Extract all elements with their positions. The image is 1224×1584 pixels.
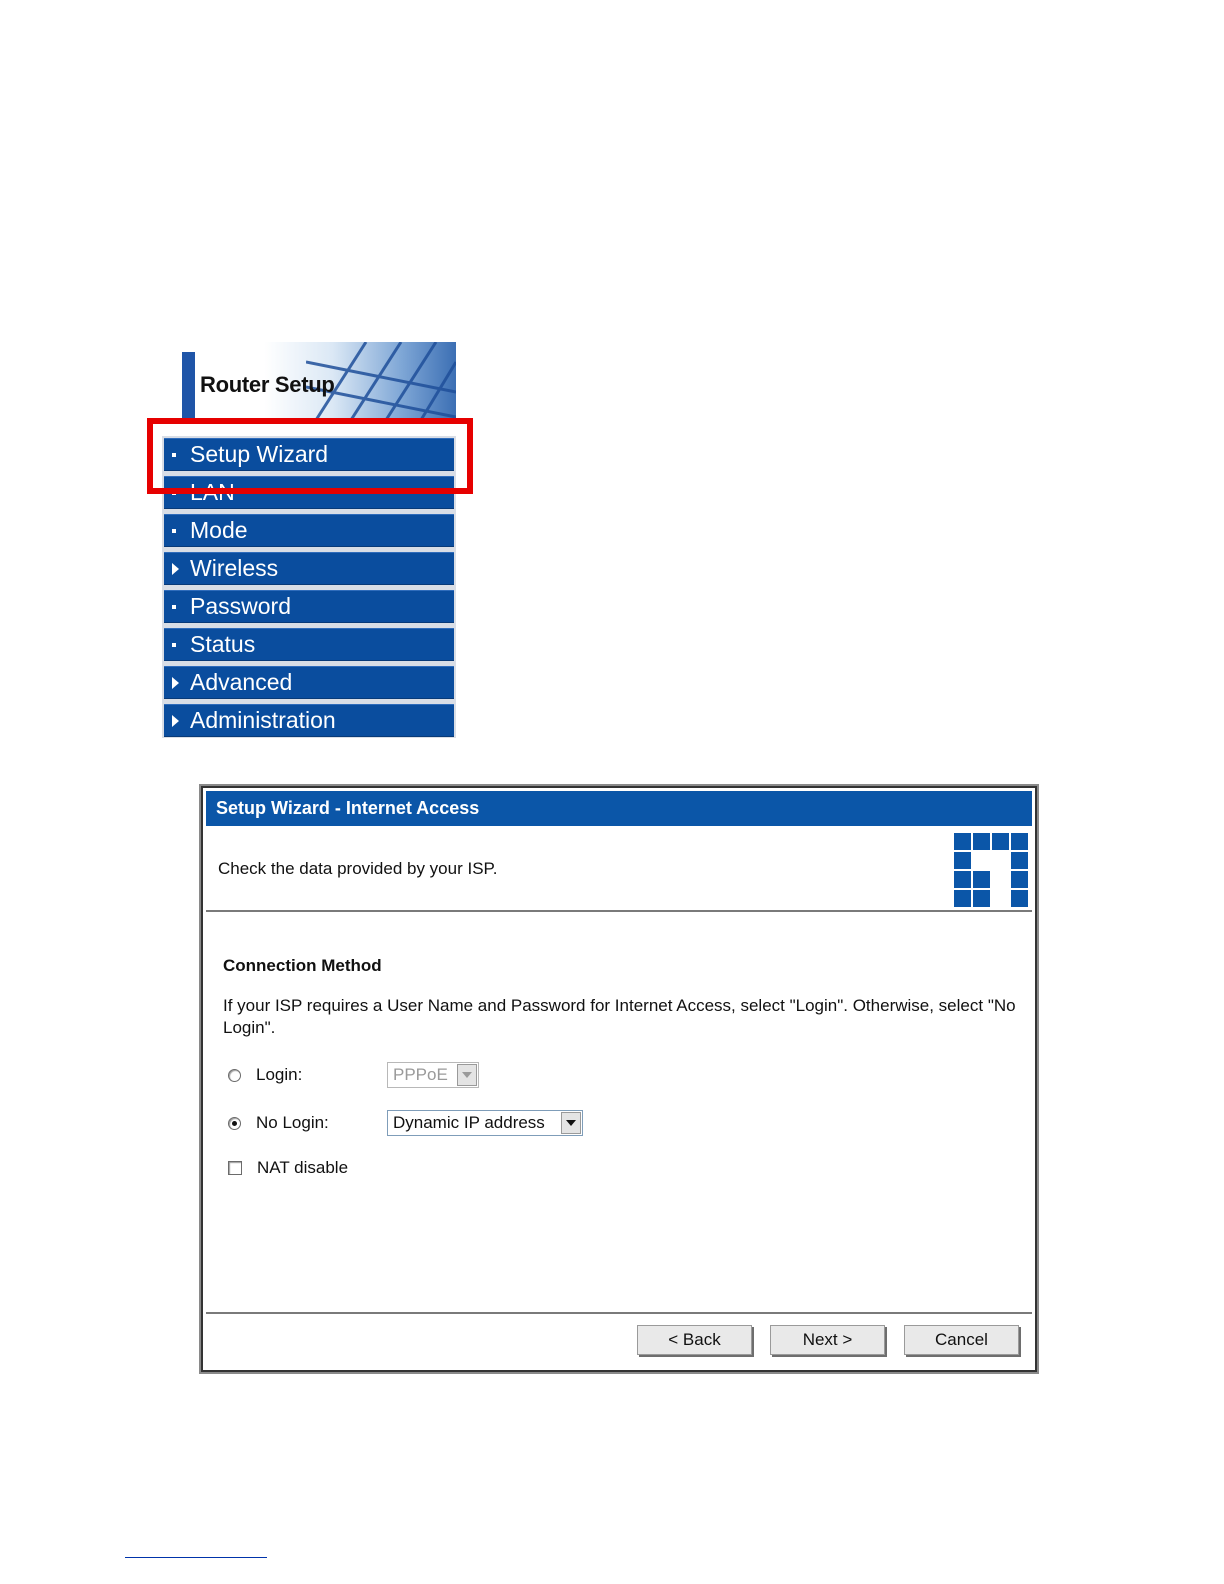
menu-item-label: Setup Wizard xyxy=(190,441,329,467)
menu-item-label: Status xyxy=(190,631,256,657)
router-setup-menu xyxy=(162,342,456,738)
menu-item-password[interactable] xyxy=(164,590,454,623)
menu-header-accent xyxy=(182,352,195,418)
no-login-type-value: Dynamic IP address xyxy=(393,1113,545,1132)
setup-wizard-dialog xyxy=(201,786,1037,1372)
login-type-value: PPPoE xyxy=(393,1065,448,1084)
menu-header xyxy=(182,342,456,420)
menu-item-status[interactable] xyxy=(164,628,454,661)
nat-disable-label: NAT disable xyxy=(257,1158,349,1177)
login-row xyxy=(228,1062,479,1088)
cancel-button[interactable]: Cancel xyxy=(904,1325,1019,1355)
menu-item-administration[interactable] xyxy=(164,704,454,737)
nat-disable-checkbox[interactable] xyxy=(228,1161,242,1175)
menu-item-setup-wizard[interactable] xyxy=(164,438,454,471)
footnote-divider xyxy=(125,1557,267,1558)
menu-item-lan[interactable] xyxy=(164,476,454,509)
no-login-type-select[interactable] xyxy=(387,1110,583,1136)
chevron-down-icon[interactable] xyxy=(561,1112,581,1134)
intro-text: Check the data provided by your ISP. xyxy=(218,859,498,878)
no-login-radio[interactable] xyxy=(228,1117,241,1130)
next-button[interactable]: Next > xyxy=(770,1325,885,1355)
triangle-right-icon xyxy=(172,563,190,575)
menu-list xyxy=(162,436,456,738)
back-button[interactable]: < Back xyxy=(637,1325,752,1355)
bullet-icon xyxy=(172,453,190,457)
triangle-right-icon xyxy=(172,677,190,689)
menu-item-label: Mode xyxy=(190,517,248,543)
dialog-body xyxy=(206,914,1032,1316)
login-label: Login: xyxy=(256,1065,303,1084)
bullet-icon xyxy=(172,529,190,533)
nat-disable-row xyxy=(228,1158,388,1178)
no-login-row xyxy=(228,1110,583,1136)
section-title: Connection Method xyxy=(223,956,382,975)
menu-item-label: Wireless xyxy=(190,555,279,581)
menu-item-label: LAN xyxy=(190,479,235,505)
bullet-icon xyxy=(172,643,190,647)
menu-item-advanced[interactable] xyxy=(164,666,454,699)
menu-item-mode[interactable] xyxy=(164,514,454,547)
menu-item-label: Advanced xyxy=(190,669,293,695)
login-type-select xyxy=(387,1062,479,1088)
no-login-label: No Login: xyxy=(256,1113,329,1132)
bullet-icon xyxy=(172,605,190,609)
dialog-footer xyxy=(206,1312,1032,1367)
menu-item-wireless[interactable] xyxy=(164,552,454,585)
menu-item-label: Administration xyxy=(190,707,336,733)
triangle-right-icon xyxy=(172,715,190,727)
dialog-intro xyxy=(206,826,1032,912)
menu-item-label: Password xyxy=(190,593,291,619)
login-radio[interactable] xyxy=(228,1069,241,1082)
chevron-down-icon xyxy=(457,1064,477,1086)
menu-title: Router Setup xyxy=(200,372,335,397)
bullet-icon xyxy=(172,491,190,495)
dialog-title: Setup Wizard - Internet Access xyxy=(206,791,1032,826)
connection-description: If your ISP requires a User Name and Password for Internet Access, select "Login". Otherwise, select "No Login". xyxy=(223,996,1016,1037)
levelone-logo-icon xyxy=(954,833,1028,907)
